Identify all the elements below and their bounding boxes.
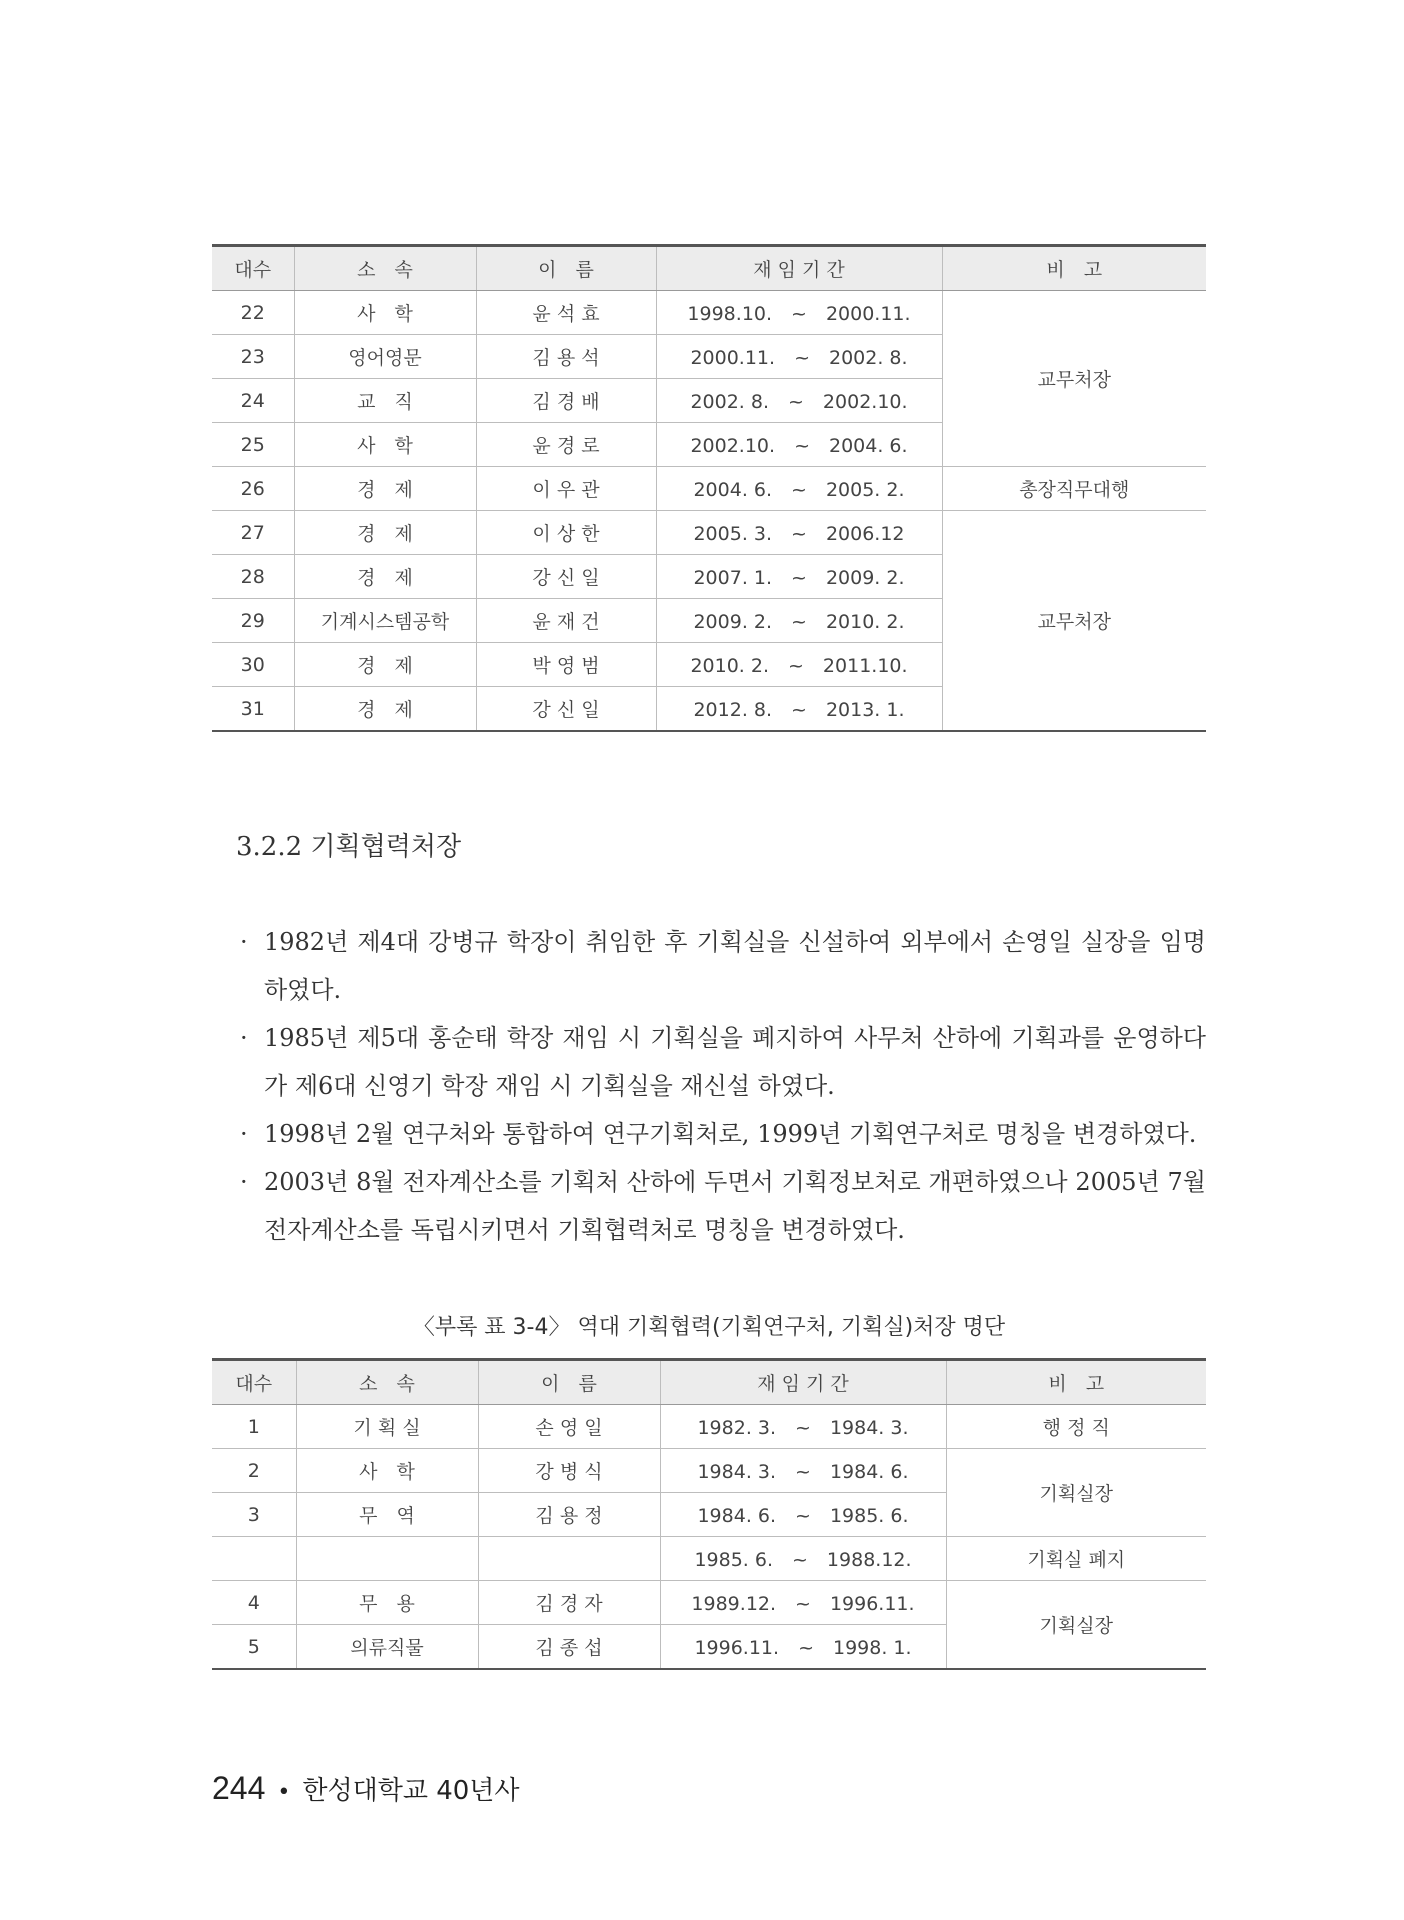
cell-period: 1984. 3. ~ 1984. 6. <box>660 1449 946 1493</box>
dean-table-1 <box>212 244 1206 732</box>
cell-dept <box>296 1537 478 1581</box>
header-name: 이 름 <box>478 1360 660 1405</box>
table-row <box>212 1405 1206 1449</box>
header-no: 대수 <box>212 1360 296 1405</box>
table-row <box>212 467 1206 511</box>
cell-name: 김 용 정 <box>478 1493 660 1537</box>
cell-name: 강 병 식 <box>478 1449 660 1493</box>
list-item <box>240 1110 1206 1158</box>
bullet-text: 1985년 제5대 홍순태 학장 재임 시 기획실을 폐지하여 사무처 산하에 기획과를 운영하다가 제6대 신영기 학장 재임 시 기획실을 재신설 하였다. <box>264 1024 1206 1100</box>
cell-name: 강 신 일 <box>476 555 656 599</box>
footer-separator: • <box>277 1780 291 1805</box>
cell-dept: 경 제 <box>294 687 476 732</box>
cell-dept: 경 제 <box>294 555 476 599</box>
cell-period: 1984. 6. ~ 1985. 6. <box>660 1493 946 1537</box>
cell-no <box>212 1537 296 1581</box>
cell-note: 기획실 폐지 <box>946 1537 1206 1581</box>
cell-no: 24 <box>212 379 294 423</box>
cell-note: 교무처장 <box>942 291 1206 467</box>
cell-no: 27 <box>212 511 294 555</box>
cell-name: 강 신 일 <box>476 687 656 732</box>
cell-note: 행 정 직 <box>946 1405 1206 1449</box>
cell-period: 2000.11. ~ 2002. 8. <box>656 335 942 379</box>
cell-dept: 경 제 <box>294 643 476 687</box>
cell-name: 박 영 범 <box>476 643 656 687</box>
dean-table-2 <box>212 1358 1206 1670</box>
header-no: 대수 <box>212 246 294 291</box>
bullet-list <box>240 918 1206 1254</box>
cell-name: 손 영 일 <box>478 1405 660 1449</box>
cell-no: 4 <box>212 1581 296 1625</box>
cell-name: 김 경 배 <box>476 379 656 423</box>
cell-dept: 영어영문 <box>294 335 476 379</box>
cell-dept: 사 학 <box>294 291 476 335</box>
list-item <box>240 918 1206 1014</box>
table-row <box>212 1537 1206 1581</box>
cell-period: 2012. 8. ~ 2013. 1. <box>656 687 942 732</box>
table-row <box>212 1449 1206 1493</box>
cell-period: 2010. 2. ~ 2011.10. <box>656 643 942 687</box>
bullet-text: 1998년 2월 연구처와 통합하여 연구기획처로, 1999년 기획연구처로 명칭을 변경하였다. <box>264 1120 1197 1148</box>
cell-note: 교무처장 <box>942 511 1206 732</box>
cell-no: 30 <box>212 643 294 687</box>
header-note: 비 고 <box>946 1360 1206 1405</box>
cell-name: 김 종 섭 <box>478 1625 660 1670</box>
cell-period: 1989.12. ~ 1996.11. <box>660 1581 946 1625</box>
page-number: 244 <box>212 1770 266 1806</box>
cell-no: 26 <box>212 467 294 511</box>
cell-dept: 의류직물 <box>296 1625 478 1670</box>
bullet-dot-icon: · <box>240 1024 248 1052</box>
bullet-dot-icon: · <box>240 1120 248 1148</box>
cell-dept: 교 직 <box>294 379 476 423</box>
cell-note: 기획실장 <box>946 1449 1206 1537</box>
cell-dept: 무 역 <box>296 1493 478 1537</box>
cell-period: 2009. 2. ~ 2010. 2. <box>656 599 942 643</box>
table-header-row <box>212 1360 1206 1405</box>
bullet-dot-icon: · <box>240 1168 248 1196</box>
cell-period: 1985. 6. ~ 1988.12. <box>660 1537 946 1581</box>
table-row <box>212 1581 1206 1625</box>
cell-no: 2 <box>212 1449 296 1493</box>
cell-dept: 기 획 실 <box>296 1405 478 1449</box>
cell-period: 2002.10. ~ 2004. 6. <box>656 423 942 467</box>
cell-dept: 무 용 <box>296 1581 478 1625</box>
header-name: 이 름 <box>476 246 656 291</box>
header-dept: 소 속 <box>294 246 476 291</box>
cell-dept: 경 제 <box>294 511 476 555</box>
cell-dept: 경 제 <box>294 467 476 511</box>
bullet-text: 1982년 제4대 강병규 학장이 취임한 후 기획실을 신설하여 외부에서 손영일 실장을 임명하였다. <box>264 928 1206 1004</box>
cell-dept: 사 학 <box>296 1449 478 1493</box>
header-dept: 소 속 <box>296 1360 478 1405</box>
cell-period: 2002. 8. ~ 2002.10. <box>656 379 942 423</box>
table-row <box>212 291 1206 335</box>
cell-no: 23 <box>212 335 294 379</box>
cell-period: 1996.11. ~ 1998. 1. <box>660 1625 946 1670</box>
table-row <box>212 511 1206 555</box>
section-title: 3.2.2 기획협력처장 <box>236 832 462 862</box>
cell-note: 총장직무대행 <box>942 467 1206 511</box>
cell-name: 윤 재 건 <box>476 599 656 643</box>
cell-name <box>478 1537 660 1581</box>
table-caption: 〈부록 표 3-4〉 역대 기획협력(기획연구처, 기획실)처장 명단 <box>412 1315 1006 1340</box>
cell-period: 2005. 3. ~ 2006.12 <box>656 511 942 555</box>
cell-name: 윤 경 로 <box>476 423 656 467</box>
cell-no: 5 <box>212 1625 296 1670</box>
bullet-dot-icon: · <box>240 928 248 956</box>
header-period: 재 임 기 간 <box>660 1360 946 1405</box>
cell-period: 2007. 1. ~ 2009. 2. <box>656 555 942 599</box>
cell-no: 28 <box>212 555 294 599</box>
cell-name: 이 우 관 <box>476 467 656 511</box>
cell-no: 29 <box>212 599 294 643</box>
list-item <box>240 1158 1206 1254</box>
header-period: 재 임 기 간 <box>656 246 942 291</box>
cell-no: 22 <box>212 291 294 335</box>
cell-dept: 사 학 <box>294 423 476 467</box>
cell-no: 1 <box>212 1405 296 1449</box>
cell-name: 이 상 한 <box>476 511 656 555</box>
cell-note: 기획실장 <box>946 1581 1206 1670</box>
cell-no: 3 <box>212 1493 296 1537</box>
cell-name: 김 용 석 <box>476 335 656 379</box>
header-note: 비 고 <box>942 246 1206 291</box>
list-item <box>240 1014 1206 1110</box>
cell-dept: 기계시스템공학 <box>294 599 476 643</box>
cell-no: 25 <box>212 423 294 467</box>
page-footer <box>212 1770 520 1807</box>
cell-name: 김 경 자 <box>478 1581 660 1625</box>
table-header-row <box>212 246 1206 291</box>
cell-period: 1998.10. ~ 2000.11. <box>656 291 942 335</box>
bullet-text: 2003년 8월 전자계산소를 기획처 산하에 두면서 기획정보처로 개편하였으나 2005년 7월 전자계산소를 독립시키면서 기획협력처로 명칭을 변경하였다. <box>264 1168 1206 1244</box>
book-title: 한성대학교 40년사 <box>302 1776 520 1806</box>
cell-period: 1982. 3. ~ 1984. 3. <box>660 1405 946 1449</box>
cell-no: 31 <box>212 687 294 732</box>
cell-name: 윤 석 효 <box>476 291 656 335</box>
cell-period: 2004. 6. ~ 2005. 2. <box>656 467 942 511</box>
